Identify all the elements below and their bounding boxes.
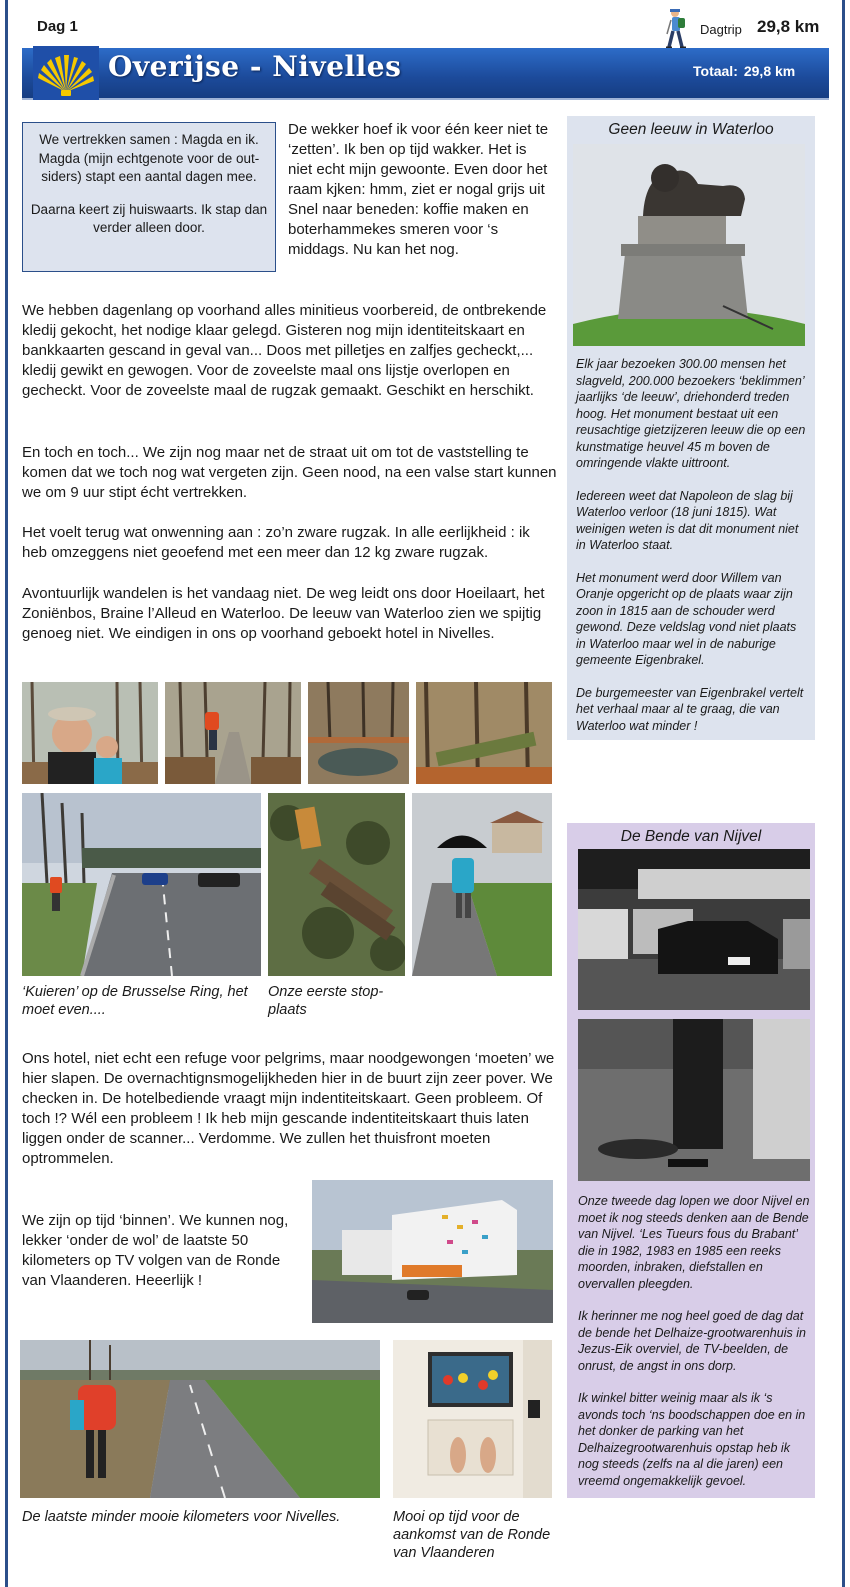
bench-stop-photo [268, 793, 405, 976]
intro-text-2: Daarna keert zij huiswaarts. Ik stap dan verder alleen door. [30, 201, 268, 235]
tv-ronde-photo [393, 1340, 552, 1498]
paragraph-route: Avontuurlijk wandelen is het vandaag niet. De weg leidt ons door Hoeilaart, het Zoniënbos, Braine l’Alleud en Waterloo. De leeuw van Waterloo zien we spijtig genoeg niet. We eindigen in ons op voorhand geboekt hotel in Nivelles. [22, 585, 545, 642]
sidebar-bende-title: De Bende van Nijvel [620, 828, 762, 845]
sidebar-lion-text-1: Elk jaar bezoeken 300.00 mensen het slagveld, 200.000 bezoekers ‘beklimmen’ jaarlijks ‘de leeuw’, driehonderd treden hoog. Het monument bestaat uit een reusachtige gietzijzeren leeuw die op een kunstmatige heuvel 45 m boven de omringende vlakte uittroont. [576, 357, 806, 470]
sidebar-lion-text-3: Het monument werd door Willem van Oranje opgericht op de plaats waar zijn zoon in 1815 aan de schouder werd gewond. Deze veldslag vond niet plaats in Waterloo maar wel in de naburige gemeente Eigenbrakel. [576, 570, 797, 667]
page-title: Overijse - Nivelles [108, 50, 402, 83]
sidebar-lion-text [576, 356, 808, 750]
sidebar-lion [567, 116, 815, 740]
paragraph-hotel: Ons hotel, niet echt een refuge voor pelgrims, maar noodgewongen ‘moeten’ we hier slapen. De overnachtignsmogelijkheden hier in de buurt zijn zeer pover. We checken in. De hotelbediende vraagt mijn indentiteitskaart. Geen probleem. Of toch !? Wél een probleem ! Ik heb mijn gescande indentiteitskaart thuis laten liggen onder de scanner... Verdomme. We zullen het thuisfront moeten optrommelen. [22, 1050, 555, 1167]
paragraph-tv: We zijn op tijd ‘binnen’. We kunnen nog, lekker ‘onder de wol’ de laatste 50 kilometers op TV volgen van de Ronde van Vlaanderen. Heeerlijk ! [22, 1212, 289, 1289]
sidebar-bende-text-2: Ik herinner me nog heel goed de dag dat de bende het Delhaize-grootwarenhuis in Jezus-Eik overviel, de TV-beelden, de onrust, de angst in ons dorp. [578, 1309, 806, 1373]
dagtrip-distance: 29,8 km [757, 17, 820, 36]
paragraph-wakeup: De wekker hoef ik voor één keer niet te ‘zetten’. Ik ben op tijd wakker. Het is niet echt mijn gewoonte. Even door het raam kjken: hmm, ziet er nogal grijs uit Snel naar beneden: koffie maken en boterhammekes smeren voor ‘s middags. Nu kan het nog. [288, 121, 549, 258]
caption-stop: Onze eerste stop-plaats [268, 984, 384, 1018]
caption-ring: ‘Kuieren’ op de Brusselse Ring, het moet even.... [22, 984, 248, 1018]
intro-box [22, 122, 276, 272]
paragraph-preparation: We hebben dagenlang op voorhand alles minitieus voorbereid, de ontbrekende kledij gekocht, het nodige klaar gelegd. Gisteren nog mijn identiteitskaart en bankkaarten gescand in geval van... Doos met pilletjes en zalfjes gecheckt,... kledij gewikt en gewogen. Voor de zoveelste maal ons lijstje overlopen en gecheckt. Voor de zoveelste maal de rugzak gemaakt. Geschikt en herschikt. [22, 302, 547, 399]
bende-parking-photo-2 [578, 1019, 810, 1181]
day-label: Dag 1 [37, 18, 78, 35]
paragraph-departure: En toch en toch... We zijn nog maar net de straat uit om tot de vaststelling te komen dat we toch nog wat vergeten zijn. Geen nood, na een valse start kunnen we om 9 uur stipt écht vertrekken. [22, 444, 557, 501]
fallen-trees-photo [416, 682, 552, 784]
intro-text-1: We vertrekken samen : Magda en ik. Magda (mijn echtgenote voor de out-siders) stapt een aantal dagen mee. [38, 132, 260, 184]
sidebar-lion-text-4: De burgemeester van Eigenbrakel vertelt het verhaal maar al te graag, die van Waterloo wat minder ! [576, 685, 804, 733]
total-distance [693, 63, 795, 79]
bende-parking-photo-1 [578, 849, 810, 1010]
sidebar-bende-text [578, 1193, 810, 1505]
sidebar-bende [567, 823, 815, 1498]
brussels-ring-photo [22, 793, 261, 976]
paragraph-backpack: Het voelt terug wat onwenning aan : zo’n zware rugzak. In alle eerlijkheid : ik heb omzeggens niet geoefend met een meer dan 12 kg zware rugzak. [22, 524, 530, 561]
selfie-forest-photo [22, 682, 158, 784]
sidebar-lion-text-2: Iedereen weet dat Napoleon de slag bij Waterloo verloor (18 juni 1815). Wat weinigen weten is dat dit monument niet in Waterloo staat. [576, 488, 799, 552]
hotel-photo [312, 1180, 553, 1323]
rain-umbrella-photo [412, 793, 552, 976]
scallop-shell-icon [33, 46, 99, 100]
page-frame-right [842, 0, 845, 1587]
sidebar-lion-title: Geen leeuw in Waterloo [608, 121, 774, 138]
forest-path-photo [165, 682, 301, 784]
sidebar-bende-text-3: Ik winkel bitter weinig maar als ik ‘s avonds toch ‘ns boodschappen doe en in het donker de parking van het Delhaizegrootwarenhuis opstap heb ik nog steeds (zelfs na al die jaren) een vreemd ongemakkelijk gevoel. [578, 1391, 806, 1488]
hiker-icon [662, 8, 690, 50]
page-frame-left [5, 0, 8, 1587]
dagtrip-label: Dagtrip [700, 22, 742, 37]
sidebar-bende-text-1: Onze tweede dag lopen we door Nijvel en moet ik nog steeds denken aan de Bende van Nijvel. ‘Les Tueurs fous du Brabant’ die in 1982, 1983 en 1985 een reeks moorden, inbraken, diefstallen en overvallen pleegden. [578, 1194, 810, 1291]
lion-monument-photo [573, 144, 805, 346]
caption-last-km: De laatste minder mooie kilometers voor Nivelles. [22, 1509, 341, 1525]
caption-ronde: Mooi op tijd voor de aankomst van de Ronde van Vlaanderen [393, 1509, 551, 1561]
total-km: 29,8 km [743, 63, 796, 79]
total-label: Totaal: [693, 63, 738, 79]
forest-pond-photo [308, 682, 409, 784]
last-km-road-photo [20, 1340, 380, 1498]
